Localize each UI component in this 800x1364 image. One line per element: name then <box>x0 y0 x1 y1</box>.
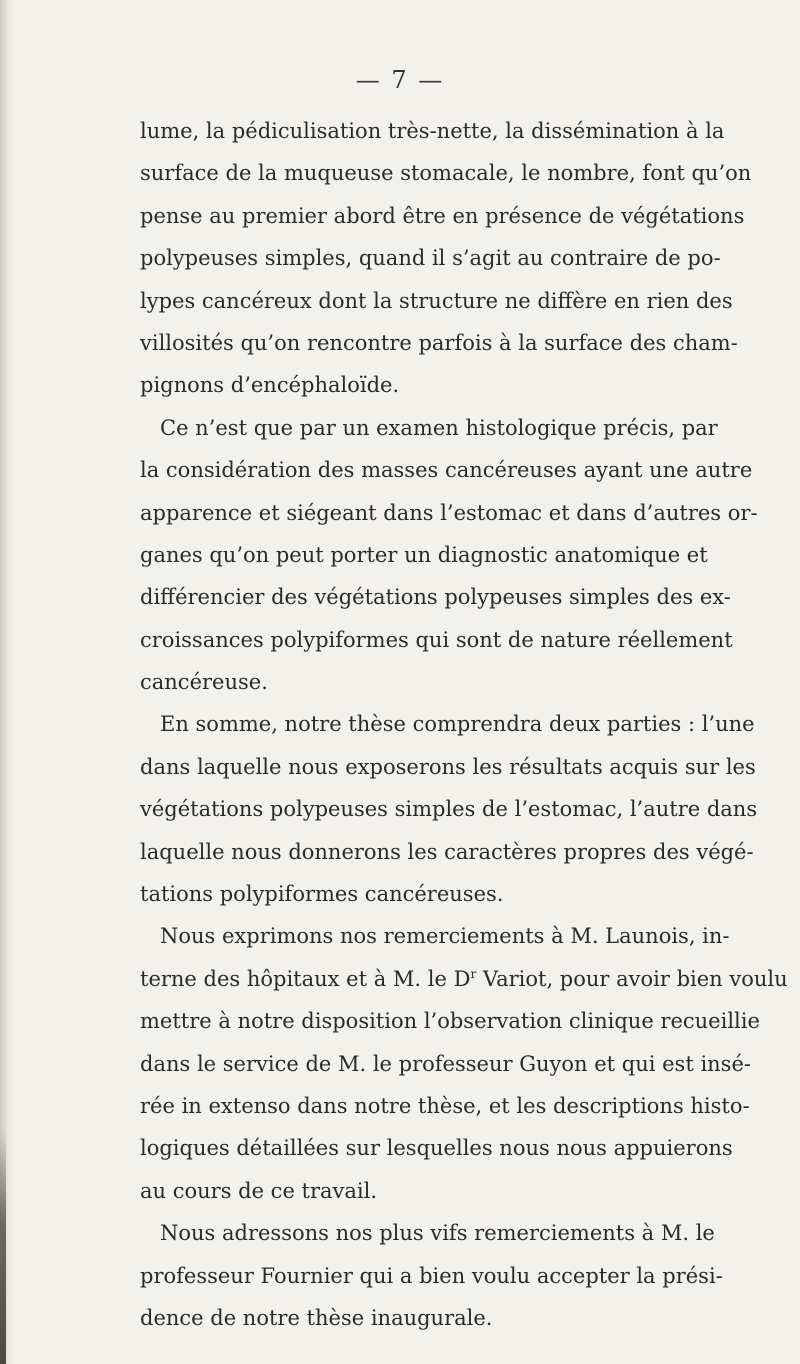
text-line: dence de notre thèse inaugurale. <box>140 1305 493 1330</box>
text-line: polypeuses simples, quand il s’agit au contraire de po- <box>140 246 721 271</box>
text-line: tations polypiformes cancéreuses. <box>140 882 504 907</box>
text-line: villosités qu’on rencontre parfois à la surface des cham- <box>140 330 738 355</box>
text-fragment: terne des hôpitaux et à M. le D <box>140 966 471 991</box>
body-text <box>140 110 788 1339</box>
text-line: pignons d’encéphaloïde. <box>140 373 400 398</box>
text-line: lypes cancéreux dont la structure ne diffère en rien des <box>140 288 733 313</box>
doctor-abbrev-superscript: r <box>470 966 477 981</box>
paragraph-start: Nous adressons nos plus vifs remerciements à M. le <box>160 1221 715 1246</box>
text-line: mettre à notre disposition l’observation clinique recueillie <box>140 1009 760 1034</box>
text-line: la considération des masses cancéreuses ayant une autre <box>140 458 753 483</box>
text-line: ganes qu’on peut porter un diagnostic anatomique et <box>140 542 708 567</box>
binding-edge <box>0 1130 6 1364</box>
text-line: logiques détaillées sur lesquelles nous nous appuierons <box>140 1136 733 1161</box>
paragraph-start: Ce n’est que par un examen histologique précis, par <box>160 415 718 440</box>
text-line: rée in extenso dans notre thèse, et les descriptions histo- <box>140 1093 750 1118</box>
paragraph-start: Nous exprimons nos remerciements à M. Launois, in- <box>160 924 730 949</box>
text-line: surface de la muqueuse stomacale, le nombre, font qu’on <box>140 161 752 186</box>
text-line: végétations polypeuses simples de l’estomac, l’autre dans <box>140 797 758 822</box>
text-line: dans laquelle nous exposerons les résultats acquis sur les <box>140 754 756 779</box>
text-line: lume, la pédiculisation très-nette, la dissémination à la <box>140 119 725 143</box>
text-line: dans le service de M. le professeur Guyon et qui est insé- <box>140 1051 751 1076</box>
text-line: différencier des végétations polypeuses simples des ex- <box>140 585 731 610</box>
text-fragment: Variot, pour avoir bien voulu <box>476 966 788 991</box>
text-line: au cours de ce travail. <box>140 1178 378 1203</box>
text-line <box>140 958 788 1000</box>
page-number: — 7 — <box>355 66 445 94</box>
text-line: pense au premier abord être en présence de végétations <box>140 203 745 228</box>
text-line: laquelle nous donnerons les caractères propres des végé- <box>140 839 754 864</box>
paragraph-start: En somme, notre thèse comprendra deux parties : l’une <box>160 712 755 737</box>
text-line: apparence et siégeant dans l’estomac et dans d’autres or- <box>140 500 758 525</box>
text-line: professeur Fournier qui a bien voulu accepter la prési- <box>140 1263 723 1288</box>
text-line: croissances polypiformes qui sont de nature réellement <box>140 627 733 652</box>
text-line: cancéreuse. <box>140 670 268 695</box>
